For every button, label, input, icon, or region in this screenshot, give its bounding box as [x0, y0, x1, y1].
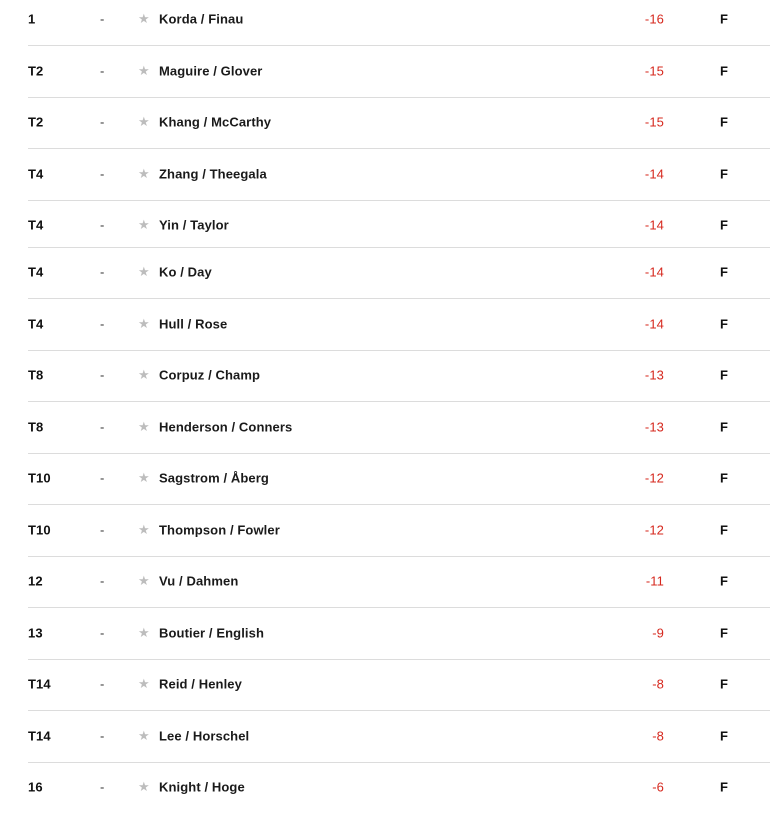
score-to-par: -12 — [644, 470, 664, 486]
row-divider — [28, 148, 770, 149]
holes-thru: F — [720, 166, 729, 182]
row-divider — [28, 659, 770, 660]
movement-indicator: - — [100, 779, 105, 795]
holes-thru: F — [720, 573, 729, 589]
row-divider — [28, 710, 770, 711]
holes-thru: F — [720, 728, 729, 744]
row-divider — [28, 401, 770, 402]
team-name[interactable]: Thompson / Fowler — [159, 522, 280, 538]
star-icon[interactable]: ★ — [138, 728, 150, 743]
position-label: T10 — [28, 522, 51, 538]
score-to-par: -14 — [644, 264, 664, 280]
movement-indicator: - — [100, 11, 105, 27]
row-divider — [28, 504, 770, 505]
team-name[interactable]: Boutier / English — [159, 625, 264, 641]
score-to-par: -6 — [652, 779, 664, 795]
row-divider — [28, 247, 770, 248]
star-icon[interactable]: ★ — [138, 625, 150, 640]
score-to-par: -11 — [645, 573, 664, 589]
holes-thru: F — [720, 676, 729, 692]
leaderboard-row[interactable] — [0, 298, 770, 350]
position-label: T4 — [28, 264, 44, 280]
star-icon[interactable]: ★ — [138, 470, 150, 485]
leaderboard-row[interactable] — [0, 710, 770, 762]
star-icon[interactable]: ★ — [138, 419, 150, 434]
score-to-par: -15 — [644, 63, 664, 79]
row-divider — [28, 350, 770, 351]
star-icon[interactable]: ★ — [138, 11, 150, 26]
position-label: T14 — [28, 728, 51, 744]
team-name[interactable]: Hull / Rose — [159, 316, 228, 332]
leaderboard-row[interactable] — [0, 349, 770, 401]
movement-indicator: - — [100, 625, 105, 641]
leaderboard-row[interactable] — [0, 45, 770, 97]
team-name[interactable]: Vu / Dahmen — [159, 573, 239, 589]
score-to-par: -8 — [652, 676, 664, 692]
movement-indicator: - — [100, 166, 105, 182]
row-divider — [28, 607, 770, 608]
position-label: T4 — [28, 217, 44, 233]
team-name[interactable]: Reid / Henley — [159, 676, 242, 692]
star-icon[interactable]: ★ — [138, 316, 150, 331]
team-name[interactable]: Khang / McCarthy — [159, 114, 272, 130]
leaderboard-row[interactable] — [0, 0, 770, 45]
score-to-par: -13 — [644, 419, 664, 435]
leaderboard-row[interactable] — [0, 452, 770, 504]
leaderboard-row[interactable] — [0, 555, 770, 607]
holes-thru: F — [720, 522, 729, 538]
position-label: 1 — [28, 11, 36, 27]
position-label: T10 — [28, 470, 51, 486]
score-to-par: -8 — [652, 728, 664, 744]
movement-indicator: - — [100, 573, 105, 589]
leaderboard-row[interactable] — [0, 401, 770, 453]
holes-thru: F — [720, 63, 729, 79]
holes-thru: F — [720, 367, 729, 383]
row-divider — [28, 556, 770, 557]
holes-thru: F — [720, 11, 729, 27]
star-icon[interactable]: ★ — [138, 573, 150, 588]
position-label: T14 — [28, 676, 51, 692]
holes-thru: F — [720, 419, 729, 435]
position-label: 12 — [28, 573, 43, 589]
row-divider — [28, 453, 770, 454]
holes-thru: F — [720, 316, 729, 332]
star-icon[interactable]: ★ — [138, 114, 150, 129]
leaderboard-row[interactable] — [0, 96, 770, 148]
star-icon[interactable]: ★ — [138, 264, 150, 279]
leaderboard-row[interactable] — [0, 607, 770, 659]
leaderboard-row[interactable] — [0, 761, 770, 813]
row-divider — [28, 762, 770, 763]
position-label: T4 — [28, 316, 44, 332]
star-icon[interactable]: ★ — [138, 676, 150, 691]
movement-indicator: - — [100, 217, 105, 233]
star-icon[interactable]: ★ — [138, 779, 150, 794]
team-name[interactable]: Korda / Finau — [159, 11, 244, 27]
team-name[interactable]: Maguire / Glover — [159, 63, 263, 79]
leaderboard-row[interactable] — [0, 148, 770, 200]
holes-thru: F — [720, 114, 729, 130]
star-icon[interactable]: ★ — [138, 522, 150, 537]
position-label: T2 — [28, 114, 44, 130]
movement-indicator: - — [100, 367, 105, 383]
team-name[interactable]: Zhang / Theegala — [159, 166, 267, 182]
movement-indicator: - — [100, 522, 105, 538]
movement-indicator: - — [100, 316, 105, 332]
position-label: 16 — [28, 779, 43, 795]
row-divider — [28, 200, 770, 201]
movement-indicator: - — [100, 114, 105, 130]
leaderboard-row[interactable] — [0, 199, 770, 251]
star-icon[interactable]: ★ — [138, 217, 150, 232]
row-divider — [28, 45, 770, 46]
movement-indicator: - — [100, 264, 105, 280]
team-name[interactable]: Henderson / Conners — [159, 419, 293, 435]
row-divider — [28, 97, 770, 98]
team-name[interactable]: Lee / Horschel — [159, 728, 250, 744]
position-label: T4 — [28, 166, 44, 182]
leaderboard-row[interactable] — [0, 504, 770, 556]
holes-thru: F — [720, 779, 729, 795]
score-to-par: -14 — [644, 166, 664, 182]
holes-thru: F — [720, 470, 729, 486]
star-icon[interactable]: ★ — [138, 63, 150, 78]
leaderboard-row[interactable] — [0, 658, 770, 710]
star-icon[interactable]: ★ — [138, 166, 150, 181]
score-to-par: -13 — [644, 367, 664, 383]
team-name[interactable]: Ko / Day — [159, 264, 212, 280]
movement-indicator: - — [100, 676, 105, 692]
score-to-par: -9 — [652, 625, 664, 641]
movement-indicator: - — [100, 470, 105, 486]
position-label: 13 — [28, 625, 43, 641]
position-label: T8 — [28, 367, 44, 383]
team-name[interactable]: Corpuz / Champ — [159, 367, 261, 383]
star-icon[interactable]: ★ — [138, 367, 150, 382]
row-divider — [28, 298, 770, 299]
score-to-par: -12 — [644, 522, 664, 538]
position-label: T2 — [28, 63, 44, 79]
team-name[interactable]: Knight / Hoge — [159, 779, 245, 795]
holes-thru: F — [720, 217, 729, 233]
movement-indicator: - — [100, 728, 105, 744]
leaderboard-row[interactable] — [0, 246, 770, 298]
holes-thru: F — [720, 264, 729, 280]
team-name[interactable]: Sagstrom / Åberg — [159, 470, 269, 486]
score-to-par: -14 — [644, 316, 664, 332]
position-label: T8 — [28, 419, 44, 435]
holes-thru: F — [720, 625, 729, 641]
score-to-par: -14 — [644, 217, 664, 233]
movement-indicator: - — [100, 63, 105, 79]
score-to-par: -16 — [644, 11, 664, 27]
score-to-par: -15 — [644, 114, 664, 130]
movement-indicator: - — [100, 419, 105, 435]
team-name[interactable]: Yin / Taylor — [159, 217, 229, 233]
